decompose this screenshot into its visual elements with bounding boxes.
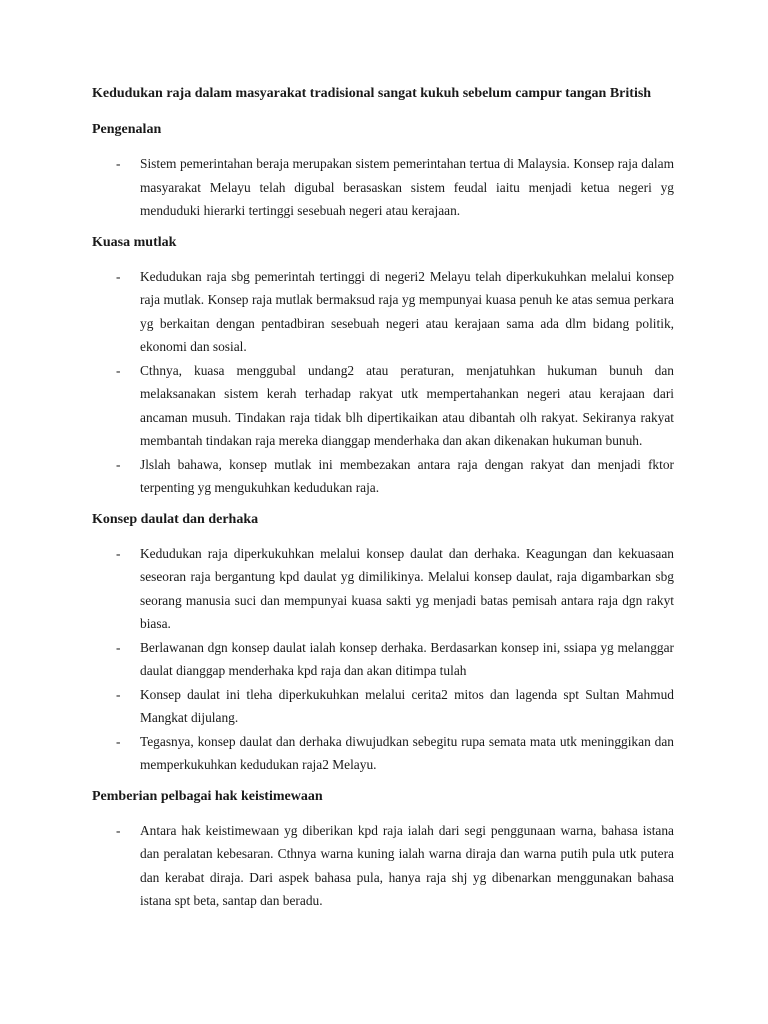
- bullet-point: [92, 636, 674, 683]
- bullet-point: [92, 265, 674, 359]
- bullet-dash: -: [116, 156, 121, 171]
- bullet-point: [92, 359, 674, 453]
- bullet-dash: -: [116, 639, 121, 655]
- document-title: Kedudukan raja dalam masyarakat tradisional sangat kukuh sebelum campur tangan British: [92, 86, 652, 101]
- bullet-list: [92, 152, 674, 223]
- bullet-text: Antara hak keistimewaan yg diberikan kpd raja ialah dari segi penggunaan warna, bahasa istana dan peralatan kebesaran. Cthnya warna kuning ialah warna diraja dan warna putih pula utk putera dan kerabat diraja. Dari aspek bahasa pula, hanya raja shj yg dibenarkan menggunakan bahasa istana spt beta, santap dan beradu.: [140, 822, 674, 908]
- bullet-point: [92, 542, 674, 636]
- document-body: [92, 84, 674, 923]
- bullet-dash: -: [116, 822, 121, 838]
- section-heading: Kuasa mutlak: [92, 234, 177, 250]
- bullet-list: [92, 819, 674, 913]
- bullet-text: Berlawanan dgn konsep daulat ialah konsep derhaka. Berdasarkan konsep ini, ssiapa yg melanggar daulat dianggap menderhaka kpd raja dan akan ditimpa tulah: [140, 639, 674, 678]
- bullet-text: Konsep daulat ini tleha diperkukuhkan melalui cerita2 mitos dan lagenda spt Sultan Mahmud Mangkat dijulang.: [140, 686, 674, 725]
- bullet-text: Sistem pemerintahan beraja merupakan sistem pemerintahan tertua di Malaysia. Konsep raja dalam masyarakat Melayu telah digubal berasaskan sistem feudal iaitu menjadi ketua negeri yg menduduki hierarki tertinggi sesebuah negeri atau kerajaan.: [140, 156, 674, 218]
- bullet-point: [92, 819, 674, 913]
- bullet-dash: -: [116, 686, 121, 702]
- bullet-dash: -: [116, 456, 121, 472]
- bullet-dash: -: [116, 268, 121, 284]
- section-kuasa-mutlak: [92, 233, 674, 500]
- bullet-text: Tegasnya, konsep daulat dan derhaka diwujudkan sebegitu rupa semata mata utk meninggikan dan memperkukuhkan kedudukan raja2 Melayu.: [140, 733, 674, 772]
- bullet-point: [92, 683, 674, 730]
- bullet-dash: -: [116, 545, 121, 561]
- section-konsep-daulat: [92, 510, 674, 777]
- section-heading: Pemberian pelbagai hak keistimewaan: [92, 788, 323, 804]
- bullet-list: [92, 542, 674, 777]
- bullet-point: [92, 152, 674, 223]
- section-heading: Konsep daulat dan derhaka: [92, 511, 259, 527]
- bullet-text: Kedudukan raja sbg pemerintah tertinggi di negeri2 Melayu telah diperkukuhkan melalui konsep raja mutlak. Konsep raja mutlak bermaksud raja yg mempunyai kuasa penuh ke atas semua perkara yg berkaitan dengan pentadbiran sesebuah negeri atau kerajaan sama ada dlm bidang politik, ekonomi dan sosial.: [140, 268, 674, 354]
- bullet-point: [92, 730, 674, 777]
- bullet-dash: -: [116, 733, 121, 749]
- bullet-dash: -: [116, 362, 121, 378]
- bullet-text: Jlslah bahawa, konsep mutlak ini membezakan antara raja dengan rakyat dan menjadi fktor terpenting yg mengukuhkan kedudukan raja.: [140, 456, 674, 495]
- bullet-text: Kedudukan raja diperkukuhkan melalui konsep daulat dan derhaka. Keagungan dan kekuasaan seseoran raja bergantung kpd daulat yg dimilikinya. Melalui konsep daulat, raja digambarkan sbg seorang manusia suci dan mempunyai kuasa sakti yg menjadi batas pemisah antara raja dgn rakyt biasa.: [140, 545, 674, 631]
- section-heading: Pengenalan: [92, 122, 162, 137]
- section-pengenalan: [92, 120, 674, 223]
- bullet-point: [92, 453, 674, 500]
- bullet-text: Cthnya, kuasa menggubal undang2 atau peraturan, menjatuhkan hukuman bunuh dan melaksanakan sistem kerah terhadap rakyat utk mempertahankan negeri atau kerajaan dari ancaman musuh. Tindakan raja tidak blh dipertikaikan atau dibantah olh rakyat. Sekiranya rakyat membantah tindakan raja mereka dianggap menderhaka dan akan dikenakan hukuman bunuh.: [140, 362, 674, 448]
- bullet-list: [92, 265, 674, 500]
- section-hak-keistimewaan: [92, 787, 674, 913]
